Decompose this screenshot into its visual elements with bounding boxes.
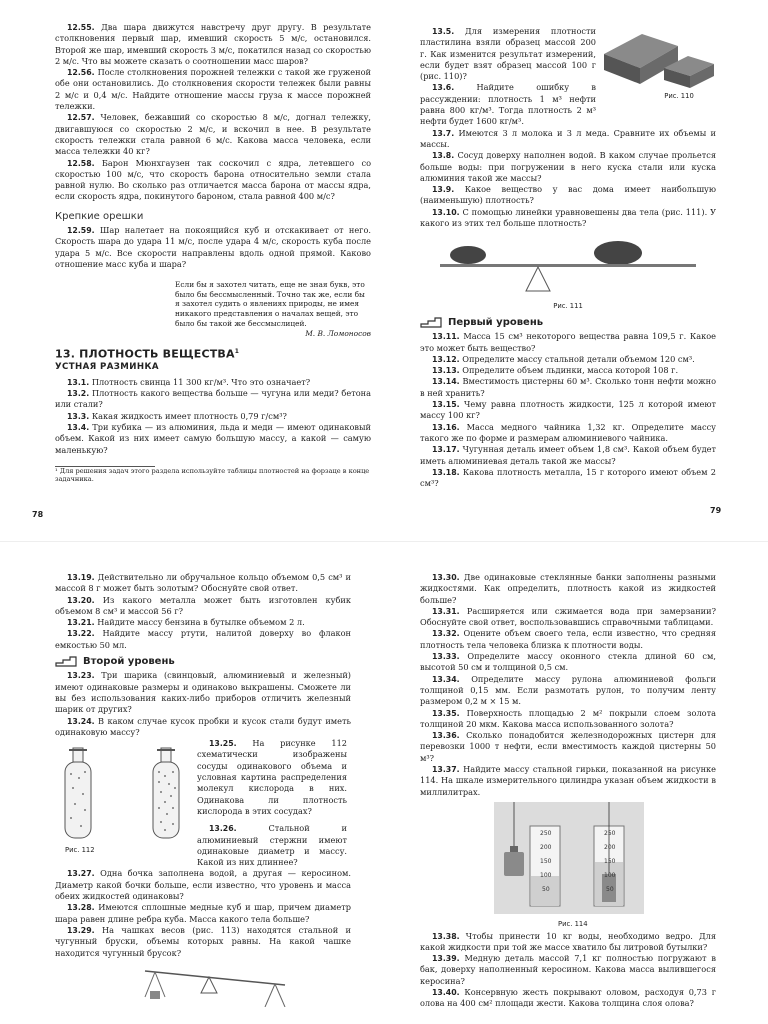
problem-13-16: 13.16. Масса медного чайника 1,32 кг. Определите массу такого же по форме и размерам алюминиевого чайника. bbox=[420, 421, 716, 443]
quote-author: М. В. Ломоносов bbox=[305, 329, 371, 339]
problem-13-14: 13.14. Вместимость цистерны 60 м³. Сколько тонн нефти можно в ней хранить? bbox=[420, 376, 716, 398]
problem-13-3: 13.3. Какая жидкость имеет плотность 0,79 г/см³? bbox=[67, 410, 287, 421]
problem-12-57: 12.57. Человек, бежавший со скоростью 8 м/с, догнал тележку, двигавшуюся со скоростью 2 м/с, и вскочил в нее. В результате скорость тележки стала равной 6 м/с. Какова масса человека, если масса тележки 40 кг? bbox=[55, 112, 371, 157]
problem-13-21: 13.21. Найдите массу бензина в бутылке объемом 2 л. bbox=[67, 617, 305, 628]
problem-13-17: 13.17. Чугунная деталь имеет объем 1,8 см³. Какой объем будет иметь алюминиевая деталь такой же массы? bbox=[420, 444, 716, 466]
scales-figure bbox=[135, 963, 295, 1007]
lomonosov-quote: Если бы я захотел читать, еще не зная букв, это было бы бессмысленный. Точно так же, если бы я захотел судить о явлениях природы, не имея никакого представления о началах вещей, это было бы такой же бессмыслицей. bbox=[175, 280, 365, 328]
stairs-icon bbox=[420, 317, 442, 328]
page-79 bbox=[420, 26, 716, 489]
section-title: 13. ПЛОТНОСТЬ ВЕЩЕСТВА$^1$ bbox=[55, 347, 240, 361]
problem-12-59: 12.59. Шар налетает на покоящийся куб и отскакивает от него. Скорость шара до удара 11 м/с, после удара 4 м/с, скорость куба после удара 5 м/с. Все скорости направлены вдоль одной прямой. Каково отношение масс куба и шара? bbox=[55, 225, 371, 269]
problem-13-26: 13.26. Стальной и алюминиевый стержни имеют одинаковые диаметр и массу. Какой из них длиннее? bbox=[197, 823, 347, 868]
problem-13-8: 13.8. Сосуд доверху наполнен водой. В каком случае прольется больше воды: при погружении в него куска стали или куска алюминия такой же массы? bbox=[420, 150, 716, 183]
problem-13-38: 13.38. Чтобы принести 10 кг воды, необходимо ведро. Для какой жидкости при той же массе хватило бы литровой бутылки? bbox=[420, 930, 716, 952]
problem-13-9: 13.9. Какое вещество у вас дома имеет наибольшую (наименьшую) плотность? bbox=[420, 184, 716, 206]
problem-13-18: 13.18. Какова плотность металла, 15 г которого имеют объем 2 см³? bbox=[420, 466, 716, 489]
problem-13-11: 13.11. Масса 15 см³ некоторого вещества равна 109,5 г. Какое это может быть вещество? bbox=[420, 331, 716, 353]
balance-ruler-figure bbox=[438, 233, 698, 297]
page-80 bbox=[55, 572, 351, 1010]
problem-13-6: 13.6. Найдите ошибку в рассуждении: плотность 1 м³ нефти равна 800 кг/м³. Тогда плотность 2 м³ нефти будет 1600 кг/м³. bbox=[420, 82, 596, 127]
problem-13-24: 13.24. В каком случае кусок пробки и кусок стали будут иметь одинаковую массу? bbox=[55, 715, 351, 737]
problem-13-40: 13.40. Консервную жесть покрывают оловом, расходуя 0,73 г олова на 400 см² площади жести. Какова толщина слоя олова? bbox=[420, 987, 716, 1009]
scale-label-200-b: 200 bbox=[604, 843, 616, 851]
fig-112-caption: Рис. 112 bbox=[65, 846, 95, 855]
problem-13-33: 13.33. Определите массу оконного стекла длиной 60 см, высотой 50 см и толщиной 0,5 см. bbox=[420, 651, 716, 673]
plasticine-bars-figure bbox=[602, 26, 716, 88]
scale-label-50-a: 50 bbox=[542, 885, 550, 893]
problem-13-31: 13.31. Расширяется или сжимается вода при замерзании? Обоснуйте свой ответ, воспользовавшись справочными таблицами. bbox=[420, 605, 716, 628]
stairs-icon bbox=[55, 656, 77, 667]
problem-13-4: 13.4. Три кубика — из алюминия, льда и меди — имеют одинаковый объем. Какой из них имеет самую большую массу, а какой — самую маленькую? bbox=[55, 421, 371, 455]
problem-13-28: 13.28. Имеются сплошные медные куб и шар, причем диаметр шара равен длине ребра куба. Масса какого тела больше? bbox=[55, 902, 351, 924]
figure-113 bbox=[135, 963, 351, 1010]
scale-label-150-b: 150 bbox=[604, 857, 616, 865]
problem-12-55: 12.55. Два шара движутся навстречу друг другу. В результате столкновения первый шар, имевший скорость 5 м/с, остановился. Второй же шар, имевший скорость 3 м/с, покатился назад со скоростью 2 м/с. Что вы можете сказать о соотношении масс шаров? bbox=[55, 22, 371, 66]
p79-items-a bbox=[420, 26, 596, 128]
problem-13-22: 13.22. Найдите массу ртути, налитой доверху во флакон емкостью 50 мл. bbox=[55, 628, 351, 650]
page-81 bbox=[420, 572, 716, 1010]
scale-label-200-a: 200 bbox=[540, 843, 552, 851]
nuts-heading: Крепкие орешки bbox=[55, 210, 144, 222]
problem-13-15: 13.15. Чему равна плотность жидкости, 125 л которой имеют массу 100 кг? bbox=[420, 399, 716, 421]
scale-label-100-a: 100 bbox=[540, 871, 552, 879]
problem-13-2: 13.2. Плотность какого вещества больше — чугуна или меди? бетона или стали? bbox=[55, 388, 371, 410]
problem-13-32: 13.32. Оцените объем своего тела, если известно, что средняя плотность тела человека близка к плотности воды. bbox=[420, 628, 716, 650]
page-number-79: 79 bbox=[710, 506, 722, 515]
problem-13-5: 13.5. Для измерения плотности пластилина взяли образец массой 200 г. Как изменится результат измерений, если будет взят образец массой 100 г (рис. 110)? bbox=[420, 26, 596, 82]
problem-13-12: 13.12. Определите массу стальной детали объемом 120 см³. bbox=[432, 353, 695, 364]
problem-13-27: 13.27. Одна бочка заполнена водой, а другая — керосином. Диаметр какой бочки больше, если известно, что уровень и масса обеих жидкостей одинаковы? bbox=[55, 868, 351, 902]
problem-13-29: 13.29. На чашках весов (рис. 113) находятся стальной и чугунный бруски, объемы которых равны. На какой чашке находится чугунный брусок? bbox=[55, 924, 351, 958]
figure-110 bbox=[602, 26, 716, 128]
p80-side-items bbox=[197, 738, 347, 868]
scale-label-150-a: 150 bbox=[540, 857, 552, 865]
problem-13-36: 13.36. Сколько понадобится железнодорожных цистерн для перевозки 1000 т нефти, если вместимость каждой цистерны 50 м³? bbox=[420, 730, 716, 763]
footnote: ¹ Для решения задач этого раздела используйте таблицы плотностей на форзаце в конце задачника. bbox=[55, 466, 370, 484]
fig-111-caption: Рис. 111 bbox=[553, 301, 583, 310]
problem-13-7: 13.7. Имеются 3 л молока и 3 л меда. Сравните их объемы и массы. bbox=[420, 127, 716, 149]
problem-13-34: 13.34. Определите массу рулона алюминиевой фольги толщиной 0,15 мм. Если размотать рулон, то получим ленту размером 0,2 м × 15 м. bbox=[420, 673, 716, 707]
problem-13-23: 13.23. Три шарика (свинцовый, алюминиевый и железный) имеют одинаковые размеры и одинаково выкрашены. Сможете ли вы без использования каких-либо приборов отличить железный шарик от других? bbox=[55, 670, 351, 715]
measuring-cylinders-figure bbox=[494, 802, 644, 914]
problem-13-35: 13.35. Поверхность площадью 2 м² покрыли слоем золота толщиной 20 мкм. Какова масса использованного золота? bbox=[420, 707, 716, 729]
problem-12-58: 12.58. Барон Мюнхгаузен так соскочил с ядра, летевшего со скоростью 100 м/с, что скорость барона относительно земли стала равной нулю. Во сколько раз отличается масса барона от массы ядра, если скорость ядра, покинутого бароном, стала равной 400 м/с? bbox=[55, 157, 371, 202]
problem-13-30: 13.30. Две одинаковые стеклянные банки заполнены разными жидкостями. Как определить, плотность какой из жидкостей больше? bbox=[420, 572, 716, 605]
figure-112 bbox=[55, 738, 189, 868]
level-1-heading: Первый уровень bbox=[420, 317, 716, 328]
figure-114 bbox=[494, 802, 716, 931]
problem-13-10: 13.10. С помощью линейки уравновешены два тела (рис. 111). У какого из этих тел больше плотность? bbox=[420, 206, 716, 229]
oxygen-cylinders-figure bbox=[55, 738, 189, 842]
page-number-78: 78 bbox=[32, 510, 44, 519]
figure-111 bbox=[420, 233, 716, 312]
problem-12-56: 12.56. После столкновения порожней тележки с такой же груженой обе они остановились. До столкновения скорости тележек были равны 2 м/с и 0,4 м/с. Найдите отношение массы груза к массе порожней тележки. bbox=[55, 67, 371, 112]
problem-13-39: 13.39. Медную деталь массой 7,1 кг полностью погружают в бак, доверху наполненный керосином. Какова масса вылившегося керосина? bbox=[420, 953, 717, 986]
scale-label-50-b: 50 bbox=[606, 885, 614, 893]
level-2-heading: Второй уровень bbox=[55, 656, 351, 667]
problem-13-13: 13.13. Определите объем льдинки, масса которой 108 г. bbox=[432, 365, 679, 376]
fig-114-caption: Рис. 114 bbox=[558, 920, 588, 929]
problem-13-25: 13.25. На рисунке 112 схематически изображены сосуды одинакового объема и условная картина распределения молекул кислорода в них. Одинакова ли плотность кислорода в этих сосудах? bbox=[197, 738, 347, 816]
scale-label-250-b: 250 bbox=[604, 829, 616, 837]
page-78 bbox=[55, 22, 371, 484]
problem-13-19: 13.19. Действительно ли обручальное кольцо объемом 0,5 см³ и массой 8 г может быть золотым? Обоснуйте свой ответ. bbox=[55, 572, 351, 594]
problem-13-37: 13.37. Найдите массу стальной гирьки, показанной на рисунке 114. На шкале измерительного цилиндра указан объем жидкости в миллилитрах. bbox=[420, 764, 716, 797]
warmup-heading: УСТНАЯ РАЗМИНКА bbox=[55, 362, 159, 373]
problem-13-1: 13.1. Плотность свинца 11 300 кг/м³. Что это означает? bbox=[67, 376, 311, 387]
problem-13-20: 13.20. Из какого металла может быть изготовлен кубик объемом 8 см³ и массой 56 г? bbox=[55, 594, 351, 616]
scale-label-100-b: 100 bbox=[604, 871, 616, 879]
spread-divider bbox=[0, 541, 768, 542]
scale-label-250-a: 250 bbox=[540, 829, 552, 837]
p78-items-top bbox=[55, 22, 371, 203]
fig-110-caption: Рис. 110 bbox=[664, 92, 694, 101]
